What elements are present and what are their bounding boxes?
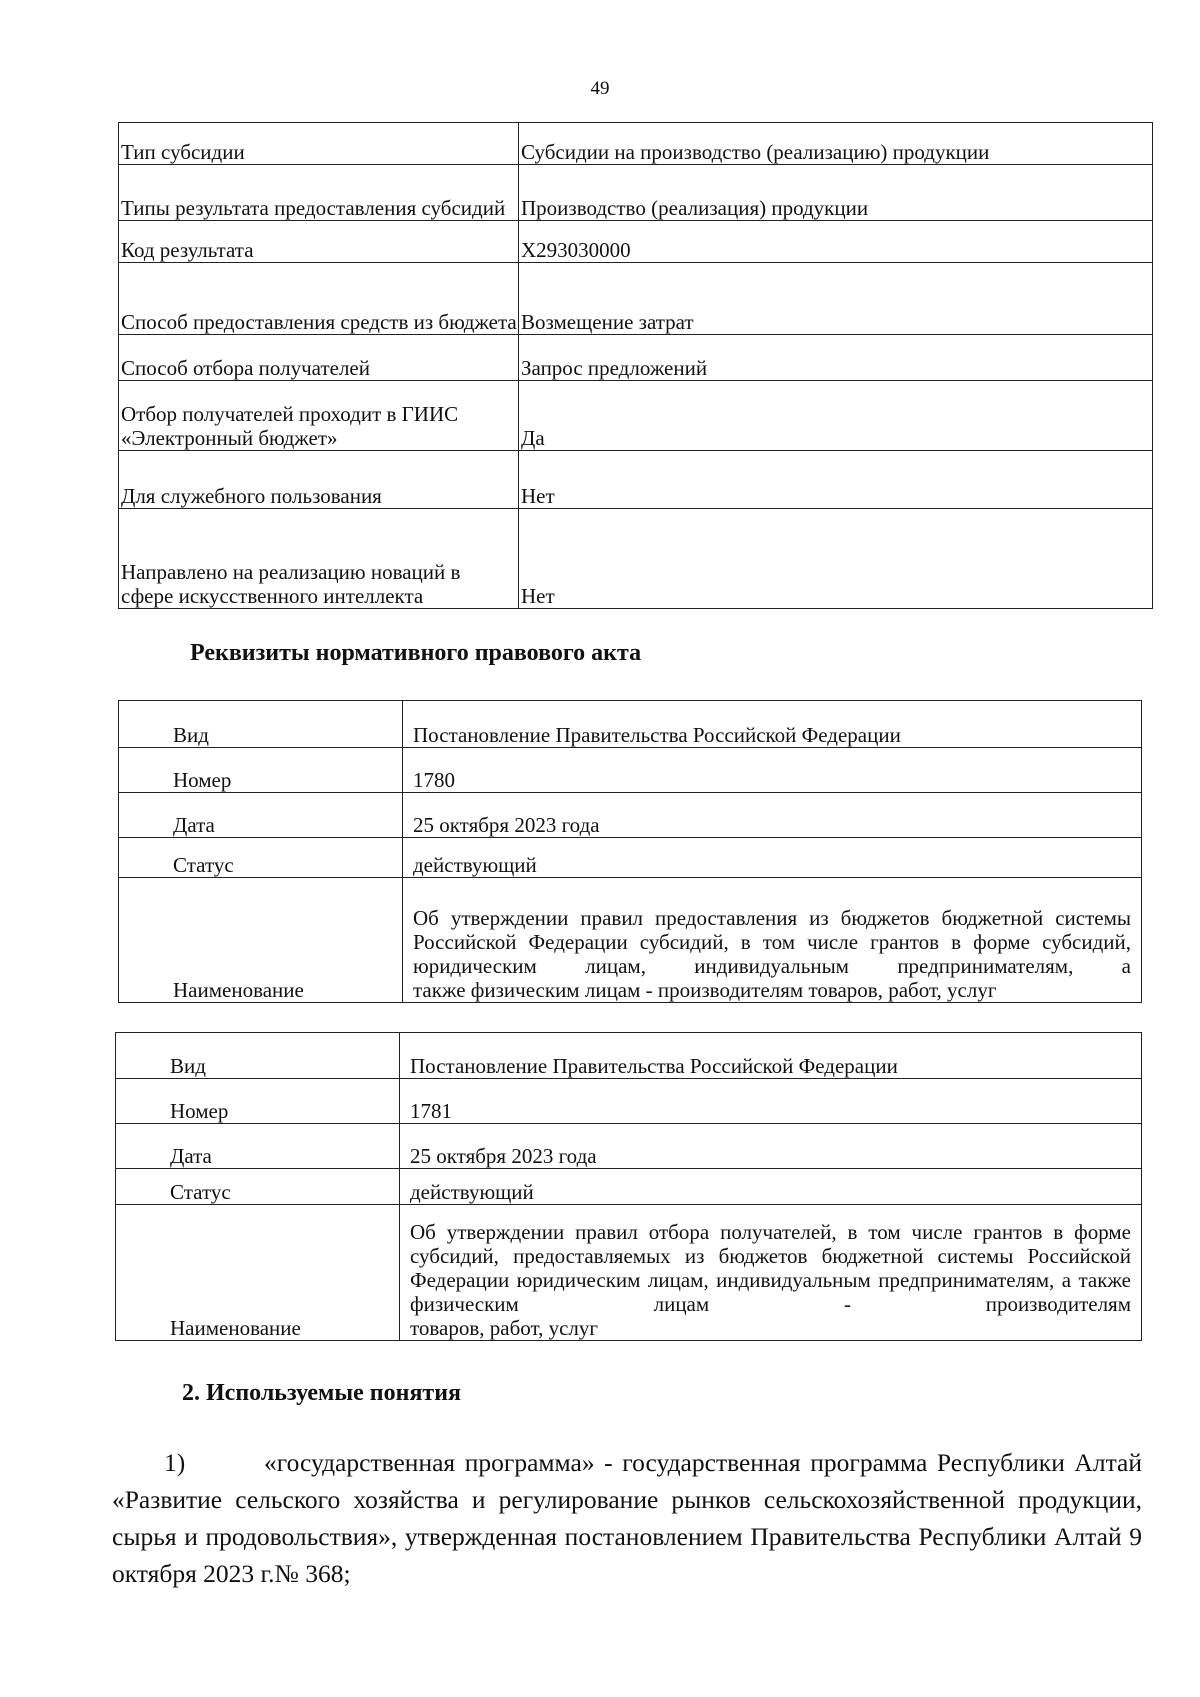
status-value: действующий [403,838,1142,878]
requisites-heading: Реквизиты нормативного правового акта [190,640,642,666]
table-row [119,263,1153,335]
table-row [119,381,1153,451]
name-text: Об утверждении правил отбора получателей, в том числе грантов в форме субсидий, предоставляемых из бюджетов бюджетной системы Российской Федерации юридическим лицам, индивидуальным предпринимателям, а также физическим лицам - производителям [410,1220,1131,1316]
name-text-last-line: товаров, работ, услуг [410,1316,599,1340]
table-row [116,1124,1142,1169]
row-value: Да [519,381,1153,451]
row-label: Способ отбора получателей [119,335,519,381]
row-label: Тип субсидии [119,123,519,165]
status-label: Статус [119,838,403,878]
table-row [119,221,1153,263]
name-label: Наименование [116,1205,400,1341]
row-label: Отбор получателей проходит в ГИИС «Электронный бюджет» [119,381,519,451]
number-label: Номер [119,748,403,793]
table-row [119,701,1142,748]
table-row [116,1079,1142,1124]
table-row [119,335,1153,381]
act-table [115,1032,1142,1341]
table-row [116,1033,1142,1079]
name-text-last-line: также физическим лицам - производителям товаров, работ, услуг [413,978,997,1002]
definition-text: «государственная программа» - государственная программа Республики Алтай «Развитие сельского хозяйства и регулирование рынков сельскохозяйственной продукции, сырья и продовольствия», утвержденная постановлением Правительства Республики Алтай 9 октября 2023 г.№ 368; [112,1448,1142,1588]
section-title: Используемые понятия [206,1380,462,1406]
section-heading [182,1380,461,1407]
table-row [119,451,1153,509]
page-number: 49 [590,78,610,99]
date-label: Дата [119,793,403,838]
row-value: Производство (реализация) продукции [519,165,1153,221]
row-value: Нет [519,509,1153,609]
row-value: Субсидии на производство (реализацию) продукции [519,123,1153,165]
kind-label: Вид [119,701,403,748]
table-row [119,838,1142,878]
name-text: Об утверждении правил предоставления из бюджетов бюджетной системы Российской Федерации субсидий, в том числе грантов в форме субсидий, юридическим лицам, индивидуальным предпринимателям, а [413,906,1131,978]
table-row [119,123,1153,165]
row-value: Возмещение затрат [519,263,1153,335]
number-label: Номер [116,1079,400,1124]
row-label: Типы результата предоставления субсидий [119,165,519,221]
status-label: Статус [116,1169,400,1205]
subsidy-table [118,122,1153,609]
table-row [116,1169,1142,1205]
definition-paragraph [112,1444,1142,1592]
table-row [119,878,1142,1003]
status-value: действующий [400,1169,1142,1205]
row-label: Направлено на реализацию новаций в сфере искусственного интеллекта [119,509,519,609]
row-value: Запрос предложений [519,335,1153,381]
table-row [116,1205,1142,1341]
table-row [119,165,1153,221]
row-value: X293030000 [519,221,1153,263]
number-value: 1780 [403,748,1142,793]
name-label: Наименование [119,878,403,1003]
table-row [119,748,1142,793]
row-label: Код результата [119,221,519,263]
table-row [119,793,1142,838]
definition-number: 1) [164,1448,186,1477]
date-value: 25 октября 2023 года [400,1124,1142,1169]
row-label: Способ предоставления средств из бюджета [119,263,519,335]
date-value: 25 октября 2023 года [403,793,1142,838]
name-value [400,1205,1142,1341]
number-value: 1781 [400,1079,1142,1124]
section-number: 2. [182,1380,200,1406]
act-table [118,700,1142,1003]
row-value: Нет [519,451,1153,509]
name-value [403,878,1142,1003]
kind-label: Вид [116,1033,400,1079]
kind-value: Постановление Правительства Российской Федерации [400,1033,1142,1079]
row-label: Для служебного пользования [119,451,519,509]
table-row [119,509,1153,609]
kind-value: Постановление Правительства Российской Федерации [403,701,1142,748]
date-label: Дата [116,1124,400,1169]
